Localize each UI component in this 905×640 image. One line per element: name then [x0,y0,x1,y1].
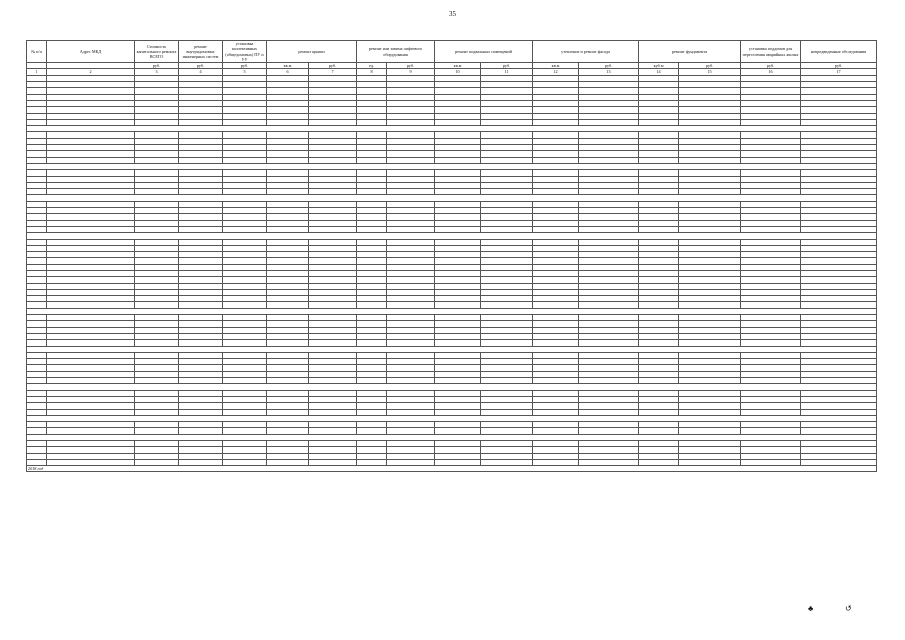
header-cell: Стоимость капитального ремонта ВСЕГО [135,41,179,63]
header-cell: 12 [533,69,579,75]
header-cell: 14 [639,69,679,75]
header-cell: 13 [579,69,639,75]
header-cell: № п/п [27,41,47,63]
header-cell: 4 [179,69,223,75]
table-header [27,41,877,63]
header-cell: кв.м [533,63,579,69]
header-cell: установка коллективных (общедомовых) ПУ и УУ [223,41,267,63]
header-cell: руб. [387,63,435,69]
header-cell: утепление и ремонт фасада [533,41,639,63]
header-cell: руб. [309,63,357,69]
header-cell: 11 [481,69,533,75]
header-cell: ремонт или замена лифтового оборудования [357,41,435,63]
header-cell: 7 [309,69,357,75]
header-cell: куб.м [639,63,679,69]
header-cell: ремонт фундамента [639,41,741,63]
footer-row [27,466,877,472]
scan-mark-icon: ↺ [845,604,852,613]
page-number: 35 [449,10,456,18]
repair-table [26,40,877,472]
header-cell: руб. [223,63,267,69]
header-cell: установка поддомов для переселения аварийных жилых [741,41,801,63]
header-cell: 10 [435,69,481,75]
header-cell: руб. [801,63,877,69]
header-cell: 3 [135,69,179,75]
header-cell: руб. [481,63,533,69]
header-cell: 15 [679,69,741,75]
header-cell: руб. [179,63,223,69]
header-cell: кв.м [267,63,309,69]
scan-mark-icon: ♣ [808,604,814,613]
header-cell: руб. [679,63,741,69]
header-cell: 1 [27,69,47,75]
header-cell: кв.м [435,63,481,69]
header-cell: 6 [267,69,309,75]
header-cell: 16 [741,69,801,75]
header-cell: 2 [47,69,135,75]
header-cell: 9 [387,69,435,75]
header-cell: руб. [579,63,639,69]
document-sheet [26,40,876,585]
header-cell: непредвиденные обследования [801,41,877,63]
header-cell: ремонт крыши [267,41,357,63]
header-cell: 5 [223,69,267,75]
header-cell: руб. [135,63,179,69]
footer-label: 2018 год [27,466,877,472]
header-cell: ед. [357,63,387,69]
header-cell: ремонт внутридомовых инженерных систем [179,41,223,63]
header-cell: Адрес МКД [47,41,135,63]
table-body [27,75,877,472]
header-cell: ремонт подвальных помещений [435,41,533,63]
header-cell: руб. [741,63,801,69]
header-cell: 8 [357,69,387,75]
header-cell: 17 [801,69,877,75]
